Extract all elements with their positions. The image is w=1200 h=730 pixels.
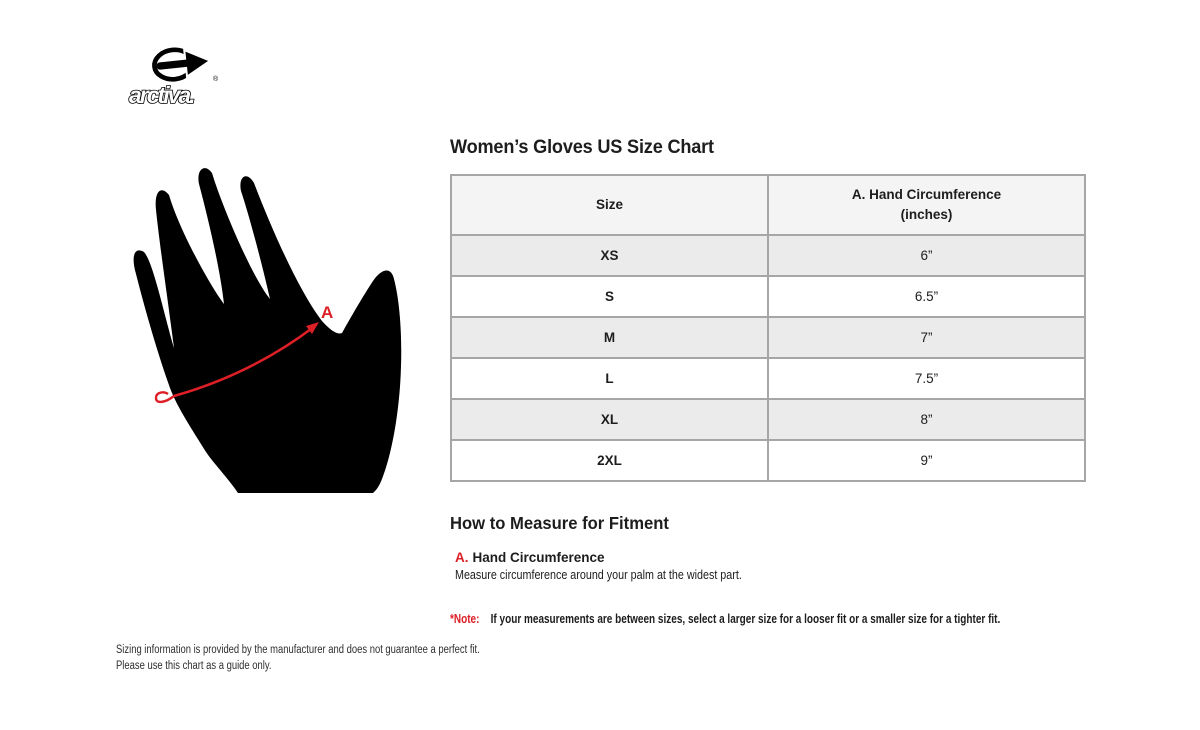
size-chart-table xyxy=(450,174,1086,482)
measure-item-letter: A. xyxy=(455,550,469,565)
disclaimer-line-2: Please use this chart as a guide only. xyxy=(116,660,272,672)
value-cell: 9” xyxy=(768,440,1085,481)
glove-measurement-diagram xyxy=(110,160,430,510)
measure-item-title: Hand Circumference xyxy=(472,550,605,565)
table-header-row xyxy=(451,175,1085,235)
size-cell: XS xyxy=(451,235,768,276)
value-cell: 7.5” xyxy=(768,358,1085,399)
value-cell: 8” xyxy=(768,399,1085,440)
table-row xyxy=(451,276,1085,317)
size-cell: XL xyxy=(451,399,768,440)
size-cell: S xyxy=(451,276,768,317)
brand-emblem-icon xyxy=(145,44,213,84)
brand-wordmark xyxy=(127,83,241,109)
column-header-size: Size xyxy=(451,175,768,235)
registered-mark: ® xyxy=(213,76,219,83)
glove-silhouette xyxy=(134,168,402,493)
value-cell: 7” xyxy=(768,317,1085,358)
column-header-circumference-line1: A. Hand Circumference xyxy=(851,187,1002,203)
size-cell: L xyxy=(451,358,768,399)
table-row xyxy=(451,358,1085,399)
column-header-circumference xyxy=(768,175,1085,235)
column-header-circumference-line2: (inches) xyxy=(900,207,953,222)
table-row xyxy=(451,399,1085,440)
measure-heading: How to Measure for Fitment xyxy=(450,513,669,533)
brand-wordmark-text: arctiva. xyxy=(129,83,194,108)
measure-item-description: Measure circumference around your palm at the widest part. xyxy=(455,568,742,582)
brand-logo xyxy=(127,42,247,108)
size-cell: 2XL xyxy=(451,440,768,481)
disclaimer-line-1: Sizing information is provided by the manufacturer and does not guarantee a perfect fit. xyxy=(116,644,480,656)
note-line xyxy=(450,612,1000,626)
footer-disclaimer xyxy=(116,642,480,674)
note-label: *Note: xyxy=(450,612,480,626)
value-cell: 6” xyxy=(768,235,1085,276)
measure-item-a xyxy=(455,550,605,565)
table-row xyxy=(451,235,1085,276)
page-title: Women’s Gloves US Size Chart xyxy=(450,136,714,158)
value-cell: 6.5” xyxy=(768,276,1085,317)
table-row xyxy=(451,440,1085,481)
note-text: If your measurements are between sizes, select a larger size for a looser fit or a smaller size for a tighter fit. xyxy=(490,612,1001,626)
table-row xyxy=(451,317,1085,358)
size-cell: M xyxy=(451,317,768,358)
measurement-label-a: A xyxy=(321,303,334,322)
